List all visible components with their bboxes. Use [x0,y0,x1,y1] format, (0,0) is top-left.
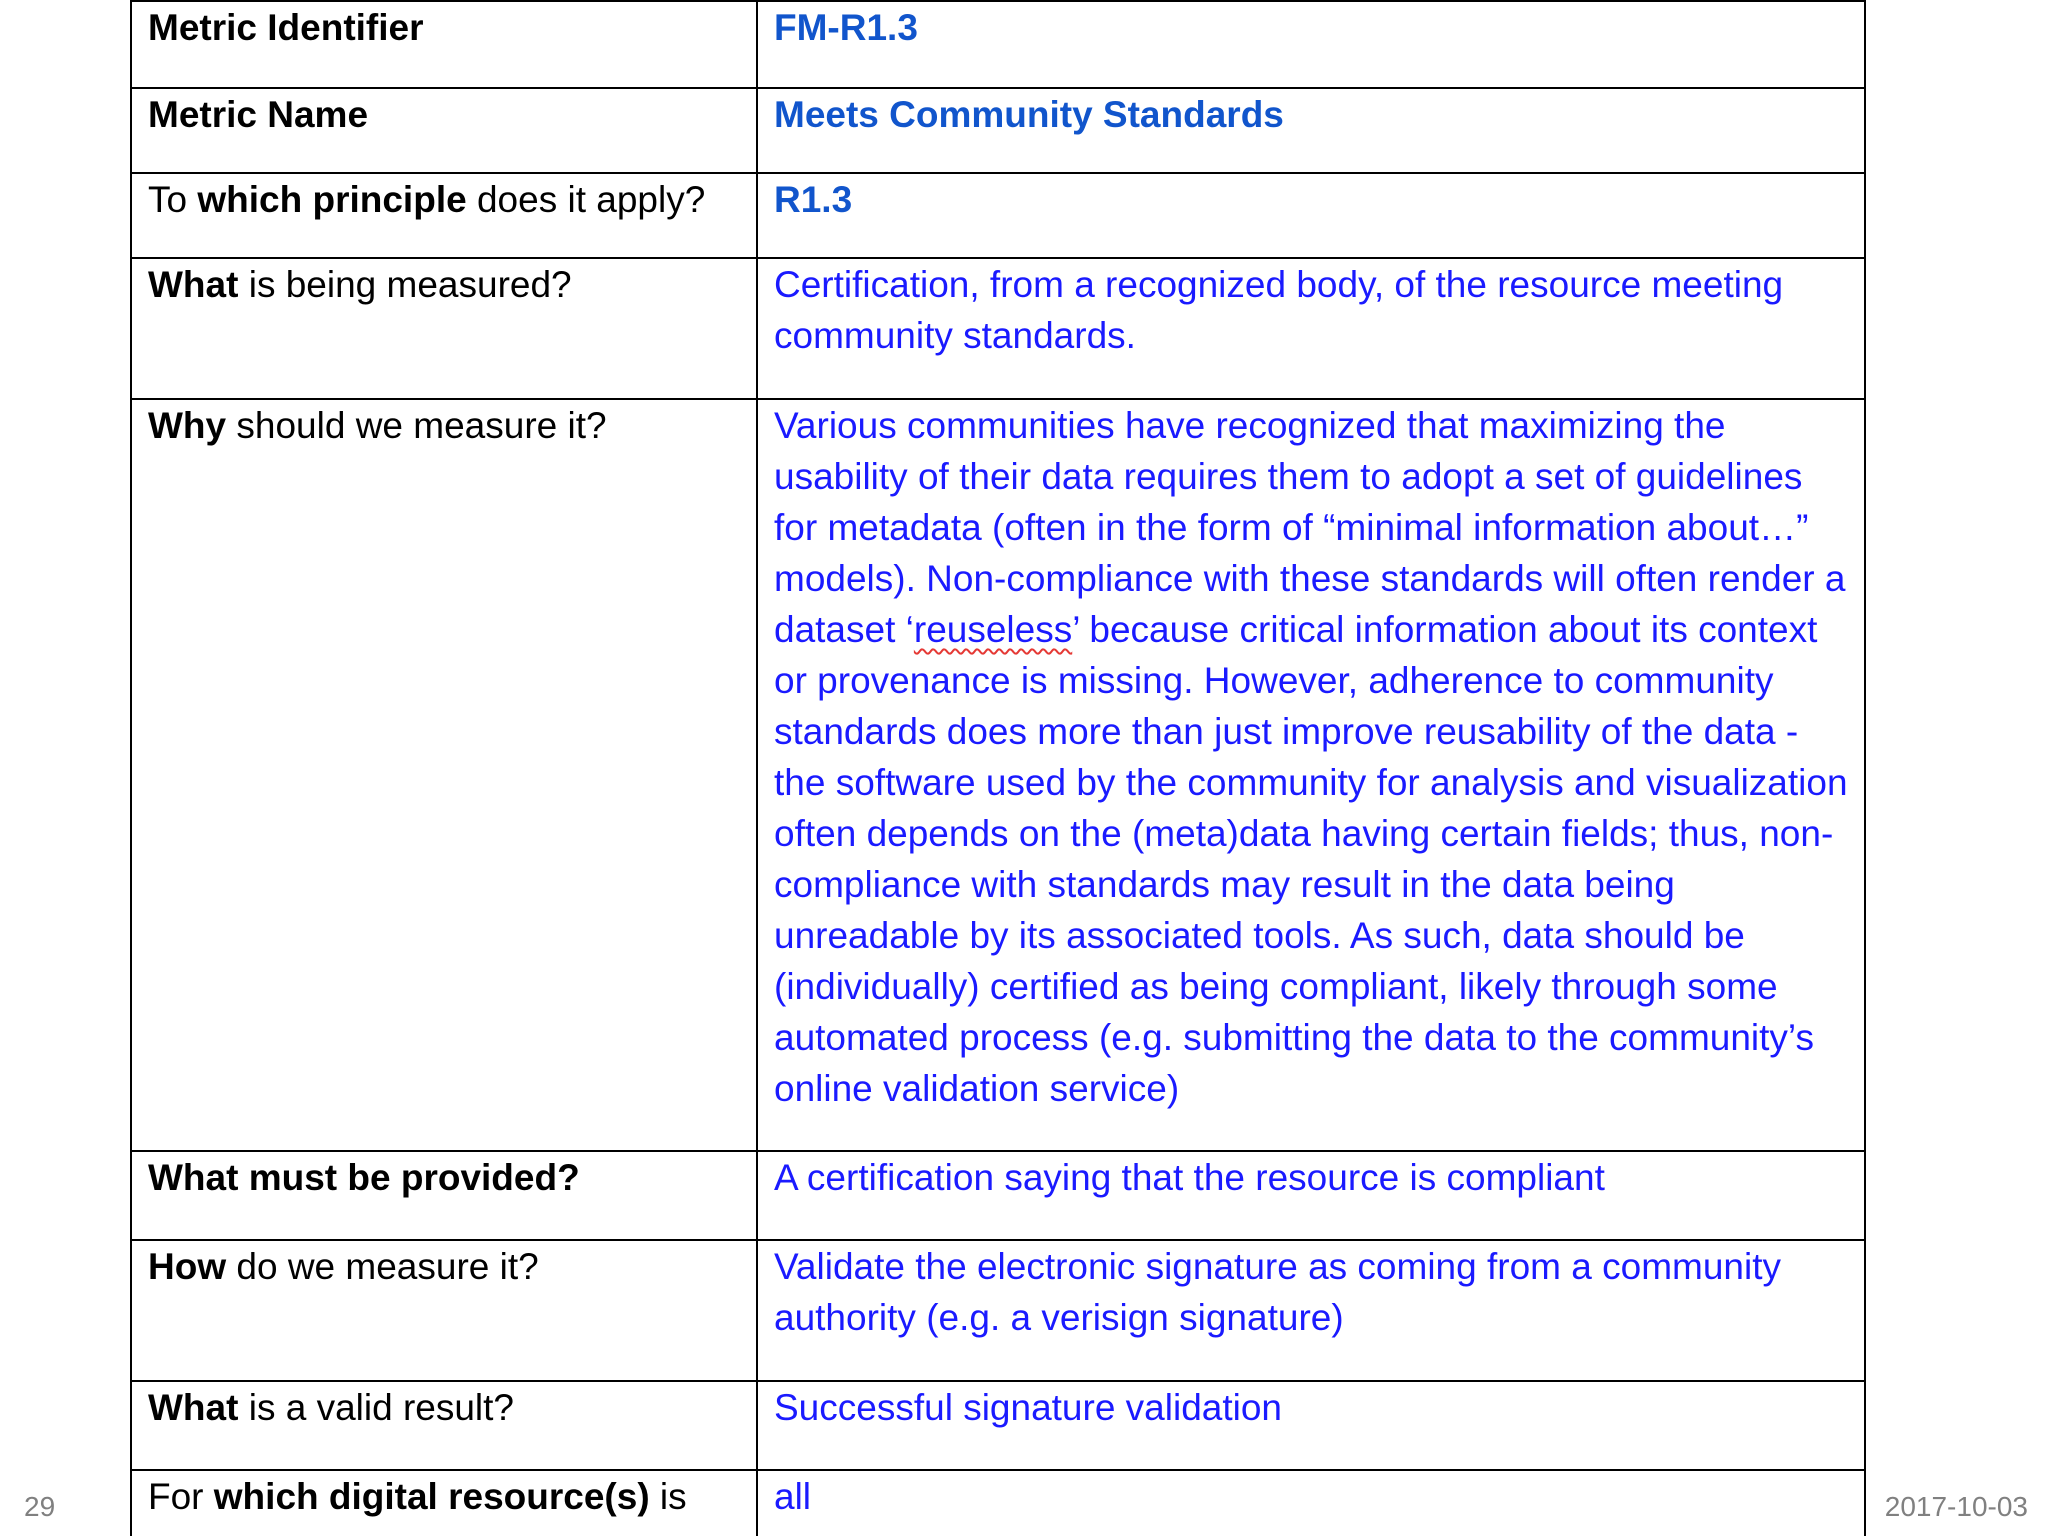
row-label-how-measure [131,1240,757,1381]
spellcheck-flagged-word: reuseless [913,609,1073,650]
row-label-metric-name [131,88,757,173]
table-row [131,173,1865,258]
slide-date: 2017-10-03 [1884,1491,2028,1522]
paragraph-text: ’ because critical information about its context or provenance is missing. However, adherence to community standards does more than just improve reusability of the data - the software used by the community for analysis and visualization often depends on the (meta)data having certain fields; thus, non-compliance with standards may result in the data being unreadable by its associated tools. As such, data should be (individually) certified as being compliant, likely through some automated process (e.g. submitting the data to the community’s online validation service) [774,609,1848,1109]
metric-table [130,0,1866,1536]
row-value-what-provided: A certification saying that the resource is compliant [757,1151,1865,1240]
row-value-principle: R1.3 [757,173,1865,258]
row-value-metric-name: Meets Community Standards [757,88,1865,173]
label-text-bold: What [148,1387,239,1428]
table-row [131,399,1865,1151]
table-row [131,258,1865,399]
row-value-what-measured: Certification, from a recognized body, of the resource meeting community standards. [757,258,1865,399]
row-label-valid-result [131,1381,757,1470]
label-text: should we measure it? [226,405,607,446]
row-value-how-measure: Validate the electronic signature as coming from a community authority (e.g. a verisign signature) [757,1240,1865,1381]
row-value-which-resources: all [757,1470,1865,1536]
row-label-why-measure [131,399,757,1151]
slide-page-number: 29 [24,1491,56,1522]
label-text: For [148,1476,214,1517]
row-label-metric-identifier [131,1,757,88]
label-text: To [148,179,198,220]
label-text: do we measure it? [226,1246,539,1287]
label-text: does it apply? [466,179,706,220]
table-row [131,1470,1865,1536]
label-text-bold: What [148,264,239,305]
table-row [131,1240,1865,1381]
table-row [131,88,1865,173]
row-value-metric-identifier: FM-R1.3 [757,1,1865,88]
row-label-principle [131,173,757,258]
row-label-what-provided [131,1151,757,1240]
label-text-bold: which principle [197,179,467,220]
label-text: is [649,1476,687,1517]
label-text: Metric Name [148,94,369,135]
label-text-bold: How [148,1246,227,1287]
label-text: Metric Identifier [148,7,424,48]
label-text-bold: which digital resource(s) [213,1476,650,1517]
row-label-which-resources [131,1470,757,1536]
row-value-valid-result: Successful signature validation [757,1381,1865,1470]
label-text-bold: What must be provided? [148,1157,580,1198]
row-label-what-measured [131,258,757,399]
paragraph-text: Various communities have recognized that maximizing the usability of their data requires them to adopt a set of guidelines for metadata (often in the form of “minimal information about…” models). Non-compliance with these standards will often render a dataset ‘ [774,405,1846,650]
table-row [131,1,1865,88]
label-text: is being measured? [238,264,572,305]
label-text-bold: Why [148,405,227,446]
table-row [131,1381,1865,1470]
label-text: is a valid result? [238,1387,515,1428]
table-row [131,1151,1865,1240]
row-value-why-measure [757,399,1865,1151]
